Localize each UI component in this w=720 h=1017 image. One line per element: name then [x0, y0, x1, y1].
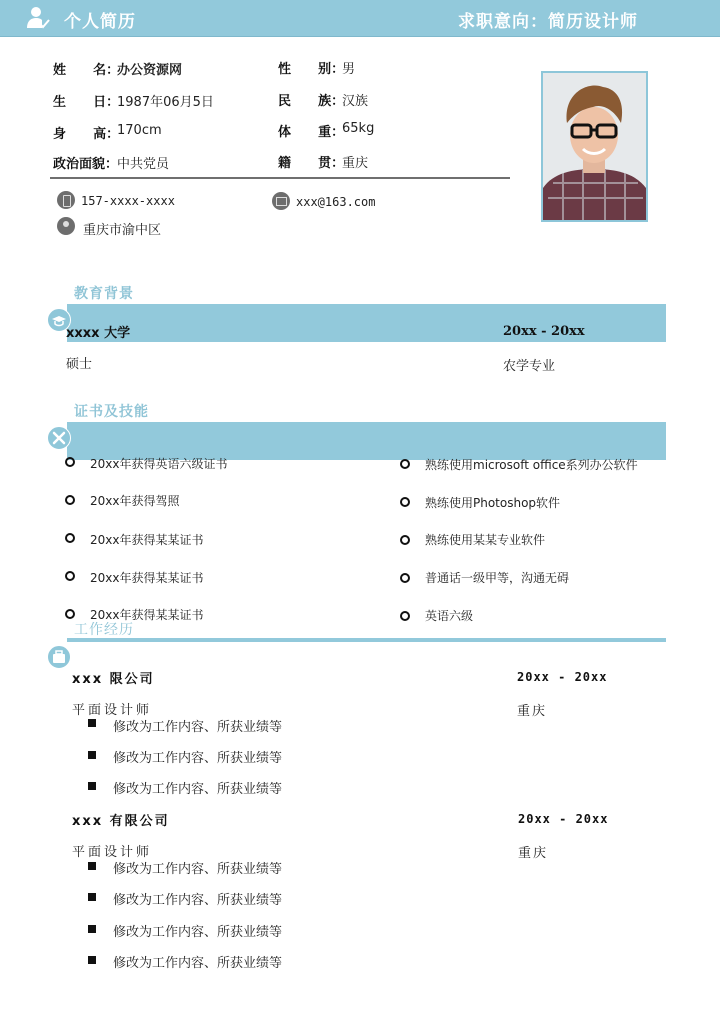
job-position: 平面设计师: [72, 703, 153, 718]
duty-item: 修改为工作内容、所获业绩等: [113, 925, 283, 940]
square-bullet-icon: [88, 782, 96, 790]
company-name: xxx 有限公司: [72, 814, 170, 829]
bullet-icon: [400, 535, 410, 545]
duty-item: 修改为工作内容、所获业绩等: [113, 893, 283, 908]
skill-item: 20xx年获得英语六级证书: [90, 457, 228, 471]
label-weight: 体 重：: [278, 125, 345, 140]
value-birthday: 1987年06月5日: [117, 95, 214, 110]
company-name: xxx 限公司: [72, 672, 155, 687]
person-photo-icon: [543, 73, 646, 220]
value-name: 办公资源网: [117, 63, 183, 78]
job-position: 平面设计师: [72, 845, 153, 860]
label-political: 政治面貌：: [53, 157, 119, 172]
degree: 硕士: [66, 357, 93, 372]
job-date: 20xx - 20xx: [518, 812, 609, 826]
skill-item: 熟练使用Photoshop软件: [425, 496, 561, 510]
mail-icon: [272, 192, 290, 210]
skill-item: 熟练使用某某专业软件: [425, 533, 546, 547]
bullet-icon: [400, 611, 410, 621]
education-title: 教育背景: [74, 286, 134, 302]
job-location: 重庆: [518, 846, 549, 861]
user-check-icon: [26, 6, 50, 30]
phone-number: 157-xxxx-xxxx: [81, 194, 175, 208]
duty-item: 修改为工作内容、所获业绩等: [113, 862, 283, 877]
square-bullet-icon: [88, 862, 96, 870]
square-bullet-icon: [88, 956, 96, 964]
job-intent: 求职意向：简历设计师: [458, 12, 638, 32]
bullet-icon: [65, 571, 75, 581]
header-bar: [0, 0, 720, 37]
bullet-icon: [400, 573, 410, 583]
tools-icon: [47, 426, 71, 450]
bullet-icon: [65, 609, 75, 619]
work-line: [67, 638, 666, 642]
profile-photo: [541, 71, 648, 222]
location-pin-icon: [57, 217, 75, 235]
square-bullet-icon: [88, 751, 96, 759]
skill-item: 普通话一级甲等，沟通无碍: [425, 571, 570, 585]
duty-item: 修改为工作内容、所获业绩等: [113, 720, 283, 735]
label-gender: 性 别：: [278, 62, 345, 77]
bullet-icon: [400, 497, 410, 507]
skill-item: 20xx年获得某某证书: [90, 608, 204, 622]
skill-item: 英语六级: [425, 609, 474, 623]
phone-icon: [57, 191, 75, 209]
bullet-icon: [65, 533, 75, 543]
label-height: 身 高：: [53, 127, 120, 142]
email-address: xxx@163.com: [296, 195, 376, 209]
school-name: xxxx 大学: [66, 326, 131, 341]
skill-item: 20xx年获得某某证书: [90, 533, 204, 547]
value-political: 中共党员: [117, 157, 170, 172]
bullet-icon: [65, 495, 75, 505]
duty-item: 修改为工作内容、所获业绩等: [113, 751, 283, 766]
duty-item: 修改为工作内容、所获业绩等: [113, 956, 283, 971]
value-height: 170cm: [117, 123, 162, 138]
skill-item: 熟练使用microsoft office系列办公软件: [425, 458, 638, 472]
bullet-icon: [400, 459, 410, 469]
label-hometown: 籍 贯：: [278, 156, 345, 171]
address: 重庆市渝中区: [83, 223, 162, 238]
job-date: 20xx - 20xx: [517, 670, 608, 684]
page-title: 个人简历: [64, 12, 136, 32]
value-hometown: 重庆: [342, 156, 369, 171]
work-title: 工作经历: [74, 622, 134, 638]
value-gender: 男: [342, 62, 356, 77]
major: 农学专业: [503, 359, 556, 374]
briefcase-icon: [47, 645, 71, 669]
skill-item: 20xx年获得驾照: [90, 494, 180, 508]
job-location: 重庆: [517, 704, 548, 719]
square-bullet-icon: [88, 893, 96, 901]
label-ethnicity: 民 族：: [278, 94, 345, 109]
value-weight: 65kg: [342, 121, 375, 136]
square-bullet-icon: [88, 925, 96, 933]
value-ethnicity: 汉族: [342, 94, 369, 109]
label-birthday: 生 日：: [53, 95, 120, 110]
label-name: 姓 名：: [53, 63, 120, 78]
info-divider: [50, 177, 510, 179]
skills-title: 证书及技能: [74, 404, 149, 420]
education-date: 20xx - 20xx: [503, 324, 585, 339]
skill-item: 20xx年获得某某证书: [90, 571, 204, 585]
bullet-icon: [65, 457, 75, 467]
square-bullet-icon: [88, 719, 96, 727]
duty-item: 修改为工作内容、所获业绩等: [113, 782, 283, 797]
